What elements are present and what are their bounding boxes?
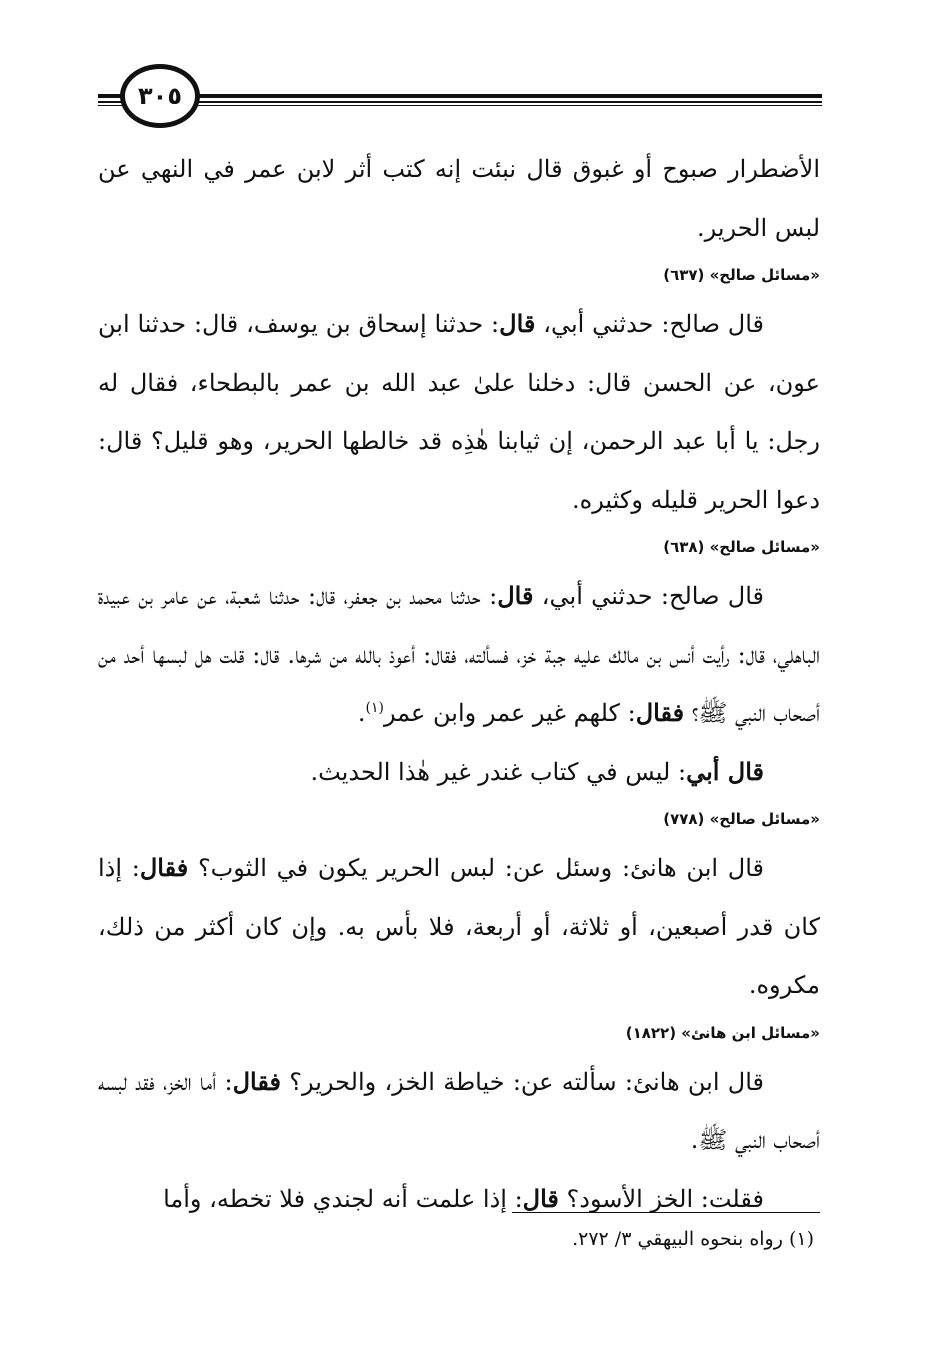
paragraph-continuation [98, 140, 820, 257]
paragraph-text: قال ابن هانئ: وسئل عن: لبس الحرير يكون في الثوب؟ [188, 854, 764, 882]
keyword: قال [522, 1183, 559, 1213]
page-header [98, 62, 822, 132]
keyword: فقال [635, 698, 685, 727]
paragraph-text: : ليس في كتاب غندر غير هٰذا الحديث. [310, 757, 687, 786]
paragraph-text: : حدثنا إسحاق بن يوسف، قال: حدثنا ابن عون، عن الحسن قال: دخلنا علىٰ عبد الله بن عمر بالبطحاء، فقال له رجل: يا أبا عبد الرحمن، إن ثيابنا هٰذِه قد خالطها الحرير، وهو قليل؟ قال: دعوا الحرير قليله وكثيره. [98, 310, 821, 514]
keyword: قال [499, 309, 536, 338]
paragraph-text: : حدثنا محمد بن جعفر، قال: حدثنا شعبة، عن عامر بن عبيدة الباهلي، قال: رأيت أنس بن مالك عليه جبة خز، فسألته، فقال: أعوذ بالله من شرها. قال: قلت هل لبسها أحد من أصحاب النبي ﷺ؟ [98, 582, 820, 727]
paragraph-text: : كلهم غير عمر وابن عمر [383, 699, 636, 727]
paragraph-text: الأضطرار صبوح أو غبوق قال نبئت إنه كتب أثر لابن عمر في النهي عن لبس الحرير. [98, 155, 820, 242]
paragraph-comment [98, 743, 820, 802]
source-citation: «مسائل صالح» (٦٣٨) [663, 538, 820, 556]
paragraph-text: قال صالح: حدثني أبي، [533, 582, 765, 610]
paragraph-text: : أما الخز، فقد لبسه أصحاب النبي ﷺ. [98, 1067, 820, 1154]
paragraph-text: قال صالح: حدثني أبي، [535, 310, 765, 338]
header-rule-medium [98, 101, 822, 103]
footnote-marker[interactable]: (١) [365, 700, 384, 716]
source-citation: «مسائل صالح» (٧٧٨) [663, 810, 820, 828]
footnote-separator [512, 1212, 820, 1213]
page-body [98, 140, 820, 1228]
paragraph-text: : إذا كان قدر أصبعين، أو ثلاثة، أو أربعة، فلا بأس به. وإن كان أكثر من ذلك، مكروه. [98, 854, 820, 999]
paragraph-narration [98, 295, 820, 529]
paragraph-narration [98, 839, 820, 1015]
source-citation: «مسائل صالح» (٦٣٧) [663, 266, 820, 284]
paragraph-text: . [357, 699, 366, 727]
header-rule-thin [98, 105, 822, 106]
paragraph-text: قال ابن هانئ: سألته عن: خياطة الخز، والحرير؟ [280, 1067, 764, 1096]
paragraph-text: : إذا علمت أنه لجندي فلا تخطه، وأما [163, 1184, 523, 1213]
footnote: (١) رواه بنحوه البيهقي ٣/ ٢٧٢. [572, 1228, 814, 1250]
keyword: فقال [139, 853, 189, 882]
paragraph-text: فقلت: الخز الأسود؟ [558, 1184, 764, 1213]
page-number: ٣٠٥ [120, 64, 200, 128]
keyword: فقال [232, 1066, 281, 1096]
source-citation: «مسائل ابن هانئ» (١٨٢٢) [625, 1023, 820, 1042]
paragraph-narration [98, 1053, 820, 1170]
header-rule-thick [98, 94, 822, 98]
paragraph-narration [98, 1170, 820, 1229]
keyword: قال أبي [686, 756, 764, 786]
keyword: قال [497, 581, 534, 610]
paragraph-narration [98, 567, 820, 743]
